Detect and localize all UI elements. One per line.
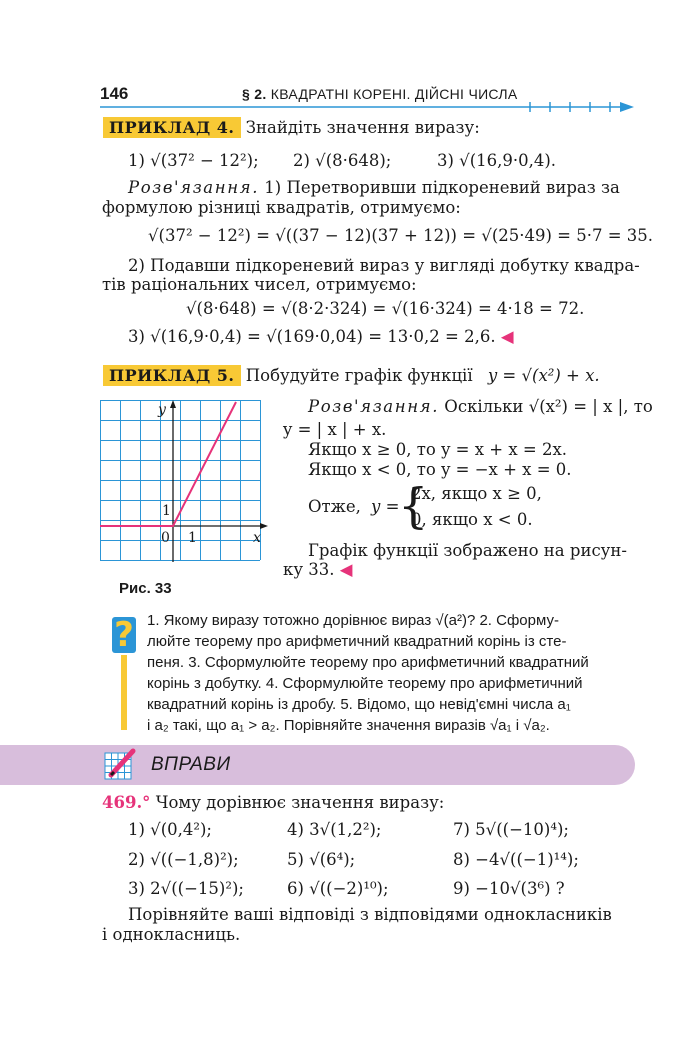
pencil-grid-icon [103, 747, 137, 781]
exercise-item: 1) √(0,4²); [128, 820, 212, 839]
exercise-item: 7) 5√((−10)⁴); [453, 820, 569, 839]
header-rule [100, 101, 640, 113]
brace-icon: { [398, 478, 429, 534]
exercise-item: 5) √(6⁴); [287, 850, 356, 869]
end-marker-icon: ◀ [500, 327, 514, 346]
example4-formula1: √(37² − 12²) = √((37 − 12)(37 + 12)) = √(25·49) = 5·7 = 35. [148, 226, 654, 245]
example4-task: Знайдіть значення виразу: [245, 118, 480, 137]
example4-item-3: 3) √(16,9·0,4). [437, 151, 557, 170]
example5-sol-text: Оскільки √(x²) = | x |, то [444, 397, 653, 416]
question-icon-box [112, 617, 136, 653]
example5-tag: ПРИКЛАД 5. [103, 365, 241, 386]
exercises-title: ВПРАВИ [151, 754, 231, 775]
question-line: і a₂ такі, що a₁ > a₂. Порівняйте значення виразів √a₁ і √a₂. [147, 717, 550, 734]
origin-label: 0 [161, 530, 170, 546]
section-title [242, 86, 518, 102]
example4-solution-label: Розв'язання. [128, 178, 260, 197]
example5-therefore: Отже, [308, 497, 361, 516]
exercise-number: 469.° [102, 793, 151, 812]
end-marker-icon: ◀ [339, 560, 353, 579]
exercise-item: 6) √((−2)¹⁰); [287, 879, 389, 898]
exercise-task: Чому дорівнює значення виразу: [155, 793, 445, 812]
questions-block [147, 610, 642, 736]
exercises-banner [0, 745, 635, 785]
function-graph [100, 400, 268, 568]
example4-formula2: √(8·648) = √(8·2·324) = √(16·324) = 4·18 = 72. [186, 299, 585, 318]
x-axis-label: x [253, 530, 261, 546]
figure-caption: Рис. 33 [119, 580, 172, 597]
example4-line4: тів раціональних чисел, отримуємо: [102, 275, 417, 294]
question-line: 1. Якому виразу тотожно дорівнює вираз √(a²)? 2. Сформу- [147, 612, 559, 629]
example5-graph-text2: ку 33. [283, 560, 335, 579]
question-icon: ? [114, 615, 134, 655]
example5-sol-line2: y = | x | + x. [283, 420, 387, 439]
exercise-item: 3) 2√((−15)²); [128, 879, 244, 898]
exercise-item: 2) √((−1,8)²); [128, 850, 239, 869]
example5-case1: Якщо x ≥ 0, то y = x + x = 2x. [308, 440, 567, 459]
example5-solution-label: Розв'язання. [308, 397, 440, 416]
exercise-item: 9) −10√(3⁶) ? [453, 879, 565, 898]
question-bar [121, 655, 127, 730]
example5-graph-text1: Графік функції зображено на рисун- [308, 541, 627, 560]
example4-item-1: 1) √(37² − 12²); [128, 151, 259, 170]
example4-line2: формулою різниці квадратів, отримуємо: [102, 198, 461, 217]
example4-line1: 1) Перетворивши підкореневий вираз за [264, 178, 620, 197]
chapter-title: КВАДРАТНІ КОРЕНІ. ДІЙСНІ ЧИСЛА [270, 86, 518, 102]
example4-formula3: 3) √(16,9·0,4) = √(169·0,04) = 13·0,2 = 2,6. [128, 327, 496, 346]
example4-line3: 2) Подавши підкореневий вираз у вигляді добутку квадра- [128, 256, 640, 275]
example5-piece1: 2x, якщо x ≥ 0, [411, 484, 542, 503]
y-axis-label: y [158, 402, 166, 418]
graph-grid [100, 400, 261, 561]
example4-item-2: 2) √(8·648); [293, 151, 392, 170]
section-number: § 2. [242, 86, 267, 102]
exercise-footer2: і однокласниць. [102, 925, 241, 944]
exercise-footer1: Порівняйте ваші відповіді з відповідями однокласників [128, 905, 612, 924]
x-unit-label: 1 [188, 530, 197, 546]
page-number: 146 [100, 84, 129, 103]
example5-function: y = √(x²) + x. [487, 366, 600, 385]
exercise-item: 8) −4√((−1)¹⁴); [453, 850, 579, 869]
question-line: пеня. 3. Сформулюйте теорему про арифметичний квадратний [147, 654, 589, 671]
example5-task: Побудуйте графік функції [245, 366, 473, 385]
question-line: люйте теорему про арифметичний квадратний корінь із сте- [147, 633, 567, 650]
example5-case2: Якщо x < 0, то y = −x + x = 0. [308, 460, 572, 479]
example4-tag: ПРИКЛАД 4. [103, 117, 241, 138]
question-line: корінь з добутку. 4. Сформулюйте теорему про арифметичний [147, 675, 583, 692]
example5-piece2: 0, якщо x < 0. [411, 510, 533, 529]
y-unit-label: 1 [162, 503, 171, 519]
question-line: квадратний корінь із дробу. 5. Відомо, що невід'ємні числа a₁ [147, 696, 571, 713]
exercise-item: 4) 3√(1,2²); [287, 820, 382, 839]
